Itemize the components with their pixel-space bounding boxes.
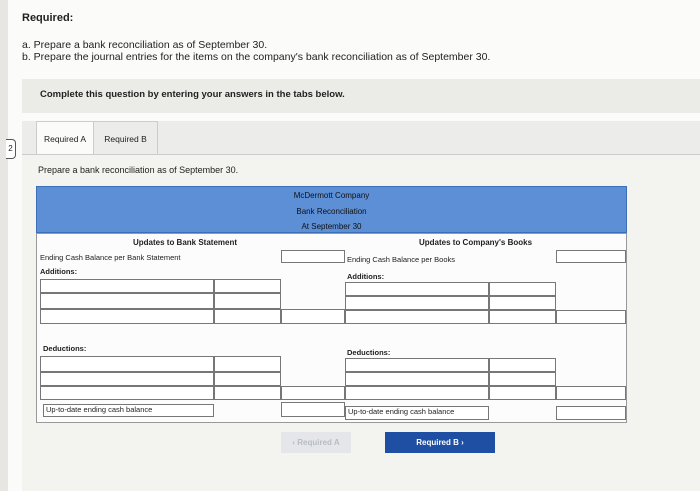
left-ded-amt-1[interactable] bbox=[214, 356, 281, 372]
right-ded-desc-2[interactable] bbox=[345, 372, 489, 386]
right-adjusted-label: Up-to-date ending cash balance bbox=[345, 406, 489, 420]
right-ded-desc-1[interactable] bbox=[345, 358, 489, 372]
question-page bbox=[8, 0, 700, 491]
left-ending-label: Ending Cash Balance per Bank Statement bbox=[40, 253, 181, 262]
right-ded-amt-3[interactable] bbox=[489, 386, 556, 400]
left-additions-label: Additions: bbox=[40, 267, 78, 276]
tab-required-b[interactable]: Required B bbox=[94, 121, 158, 154]
left-adjusted-input[interactable] bbox=[281, 402, 345, 417]
right-add-desc-3[interactable] bbox=[345, 310, 489, 324]
right-adjusted-input[interactable] bbox=[556, 406, 626, 420]
requirement-a-text: a. Prepare a bank reconciliation as of September 30. bbox=[22, 39, 268, 51]
right-ded-desc-3[interactable] bbox=[345, 386, 489, 400]
left-ded-desc-1[interactable] bbox=[40, 356, 214, 372]
right-section-heading: Updates to Company's Books bbox=[419, 238, 533, 247]
left-section-heading: Updates to Bank Statement bbox=[133, 238, 238, 247]
left-add-desc-1[interactable] bbox=[40, 279, 214, 293]
right-add-desc-1[interactable] bbox=[345, 282, 489, 296]
right-add-amt-3[interactable] bbox=[489, 310, 556, 324]
left-add-amt-1[interactable] bbox=[214, 279, 281, 293]
right-ded-total[interactable] bbox=[556, 386, 626, 400]
left-add-desc-2[interactable] bbox=[40, 293, 214, 309]
reconciliation-grid bbox=[36, 233, 627, 423]
right-ded-amt-1[interactable] bbox=[489, 358, 556, 372]
left-ded-amt-3[interactable] bbox=[214, 386, 281, 400]
right-deductions-label: Deductions: bbox=[347, 348, 391, 357]
left-deductions-label: Deductions: bbox=[43, 344, 87, 353]
right-ending-input[interactable] bbox=[556, 250, 626, 263]
company-name: McDermott Company bbox=[293, 191, 370, 200]
left-ending-input[interactable] bbox=[281, 250, 345, 263]
next-button[interactable]: Required B › bbox=[385, 432, 495, 453]
previous-button[interactable]: ‹ Required A bbox=[281, 432, 351, 453]
tab-content bbox=[22, 154, 700, 491]
question-number-marker: 2 bbox=[6, 139, 16, 159]
instruction-text: Complete this question by entering your answers in the tabs below. bbox=[40, 89, 345, 100]
tab-strip bbox=[22, 121, 700, 154]
statement-date: At September 30 bbox=[301, 222, 362, 231]
statement-header bbox=[36, 186, 627, 233]
required-heading: Required: bbox=[22, 12, 74, 24]
statement-title: Bank Reconciliation bbox=[296, 207, 367, 216]
right-ded-amt-2[interactable] bbox=[489, 372, 556, 386]
right-add-total[interactable] bbox=[556, 310, 626, 324]
left-add-total[interactable] bbox=[281, 309, 345, 324]
left-ded-desc-2[interactable] bbox=[40, 372, 214, 386]
left-add-amt-2[interactable] bbox=[214, 293, 281, 309]
right-additions-label: Additions: bbox=[347, 272, 385, 281]
left-ded-total[interactable] bbox=[281, 386, 345, 400]
left-add-amt-3[interactable] bbox=[214, 309, 281, 324]
right-ending-label: Ending Cash Balance per Books bbox=[347, 255, 455, 264]
requirement-b-text: b. Prepare the journal entries for the items on the company's bank reconciliation as of September 30. bbox=[22, 51, 491, 63]
right-add-amt-1[interactable] bbox=[489, 282, 556, 296]
right-add-amt-2[interactable] bbox=[489, 296, 556, 310]
left-ded-amt-2[interactable] bbox=[214, 372, 281, 386]
left-ded-desc-3[interactable] bbox=[40, 386, 214, 400]
instruction-bar bbox=[22, 79, 700, 113]
tab-required-a[interactable]: Required A bbox=[36, 121, 94, 154]
prompt-text: Prepare a bank reconciliation as of September 30. bbox=[38, 165, 239, 175]
left-adjusted-label: Up-to-date ending cash balance bbox=[43, 404, 214, 417]
right-add-desc-2[interactable] bbox=[345, 296, 489, 310]
left-add-desc-3[interactable] bbox=[40, 309, 214, 324]
